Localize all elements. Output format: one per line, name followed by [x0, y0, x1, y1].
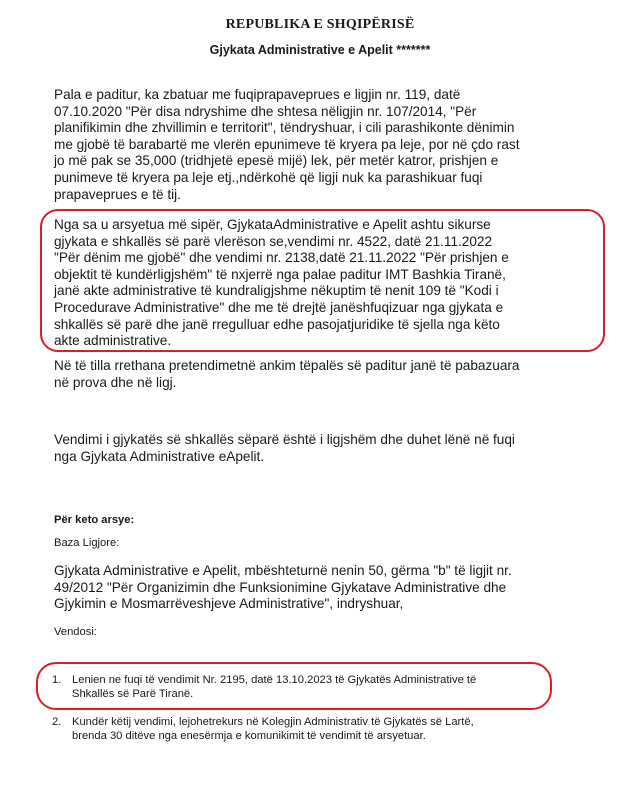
- text-line: Vendimi i gjykatës së shkallës sëparë është i ligjshëm dhe duhet lënë në fuqi: [54, 432, 515, 447]
- text-line: akte administrative.: [54, 333, 172, 349]
- paragraph-reasoning: [54, 217, 584, 350]
- text-line: punimeve të kryera pa leje etj.,ndërkohë që ligji nuk ka parashikuar fuqi: [54, 169, 483, 185]
- text-line: jo më pak se 35,000 (tridhjetë epesë mijë) lek, për metër katror, prishjen e: [54, 153, 499, 169]
- decision-number: 1.: [52, 674, 62, 686]
- paragraph-legal-basis: [54, 563, 584, 613]
- text-line: Gjykimin e Mosmarrëveshjeve Administrative", indryshuar,: [54, 596, 404, 612]
- text-line: Lenien ne fuqi të vendimit Nr. 2195, datë 13.10.2023 të Gjykatës Administrative të: [72, 674, 477, 686]
- text-line: Në të tilla rrethana pretendimetnë ankim tëpalës së paditur janë të pabazuara: [54, 358, 520, 373]
- decision-text: [72, 715, 572, 743]
- text-line: Procedurave Administrative" dhe me të drejtë janëshfuqizuar nga gjykata e: [54, 299, 504, 315]
- text-line: janë akte administrative të kundraligjshme nëkuptim të nenit 109 të "Kodi i: [54, 283, 499, 299]
- paragraph-verdict: [54, 432, 584, 465]
- text-line: shkallës së parë dhe janë rregulluar edhe pasojatjuridike të sjella nga këto: [54, 316, 500, 332]
- text-line: nga Gjykata Administrative eApelit.: [54, 448, 265, 464]
- text-line: gjykata e shkallës së parë vlerëson se,vendimi nr. 4522, datë 21.11.2022: [54, 233, 493, 249]
- decision-text: [72, 673, 572, 701]
- text-line: me gjobë të barabartë me vlerën epunimeve të kryera pa leje, por në çdo rast: [54, 136, 520, 152]
- text-line: objektit të kundërligjshëm" të nxjerrë nga palae paditur IMT Bashkia Tiranë,: [54, 266, 506, 282]
- text-line: prapaveprues e të tij.: [54, 186, 181, 202]
- text-line: Nga sa u arsyetua më sipër, GjykataAdministrative e Apelit ashtu sikurse: [54, 217, 491, 232]
- paragraph-retroactivity: [54, 87, 584, 203]
- text-line: në prova dhe në ligj.: [54, 374, 177, 390]
- decision-number: 2.: [52, 716, 62, 728]
- text-line: 49/2012 "Për Organizimin dhe Funksionimine Gjykatave Administrative dhe: [54, 579, 507, 595]
- text-line: Gjykata Administrative e Apelit, mbështeturnë nenin 50, gërma "b" të ligjit nr.: [54, 563, 512, 578]
- text-line: 07.10.2020 "Për disa ndryshime dhe shtesa nëligjin nr. 107/2014, "Për: [54, 103, 477, 119]
- country-title: REPUBLIKA E SHQIPËRISË: [225, 17, 415, 32]
- text-line: brenda 30 ditëve nga enesërmja e komunikimit të vendimit të arsyetuar.: [72, 730, 426, 742]
- legal-basis-label: Baza Ligjore:: [54, 537, 120, 549]
- decides-label: Vendosi:: [54, 626, 97, 638]
- text-line: planifikimin dhe zhvillimin e territorit", tëndryshuar, i cili parashikonte dënimin: [54, 120, 515, 136]
- court-name: Gjykata Administrative e Apelit *******: [209, 43, 431, 57]
- text-line: Kundër këtij vendimi, lejohetrekurs në Kolegjin Administrativ të Gjykatës së Lartë,: [72, 716, 474, 728]
- text-line: "Për dënim me gjobë" dhe vendimi nr. 2138,datë 21.11.2022 "Për prishjen e: [54, 250, 509, 266]
- text-line: Pala e paditur, ka zbatuar me fuqiprapaveprues e ligjin nr. 119, datë: [54, 87, 461, 102]
- paragraph-claims: [54, 358, 584, 391]
- text-line: Shkallës së Parë Tiranë.: [72, 688, 194, 700]
- reasons-heading: Për keto arsye:: [54, 514, 135, 526]
